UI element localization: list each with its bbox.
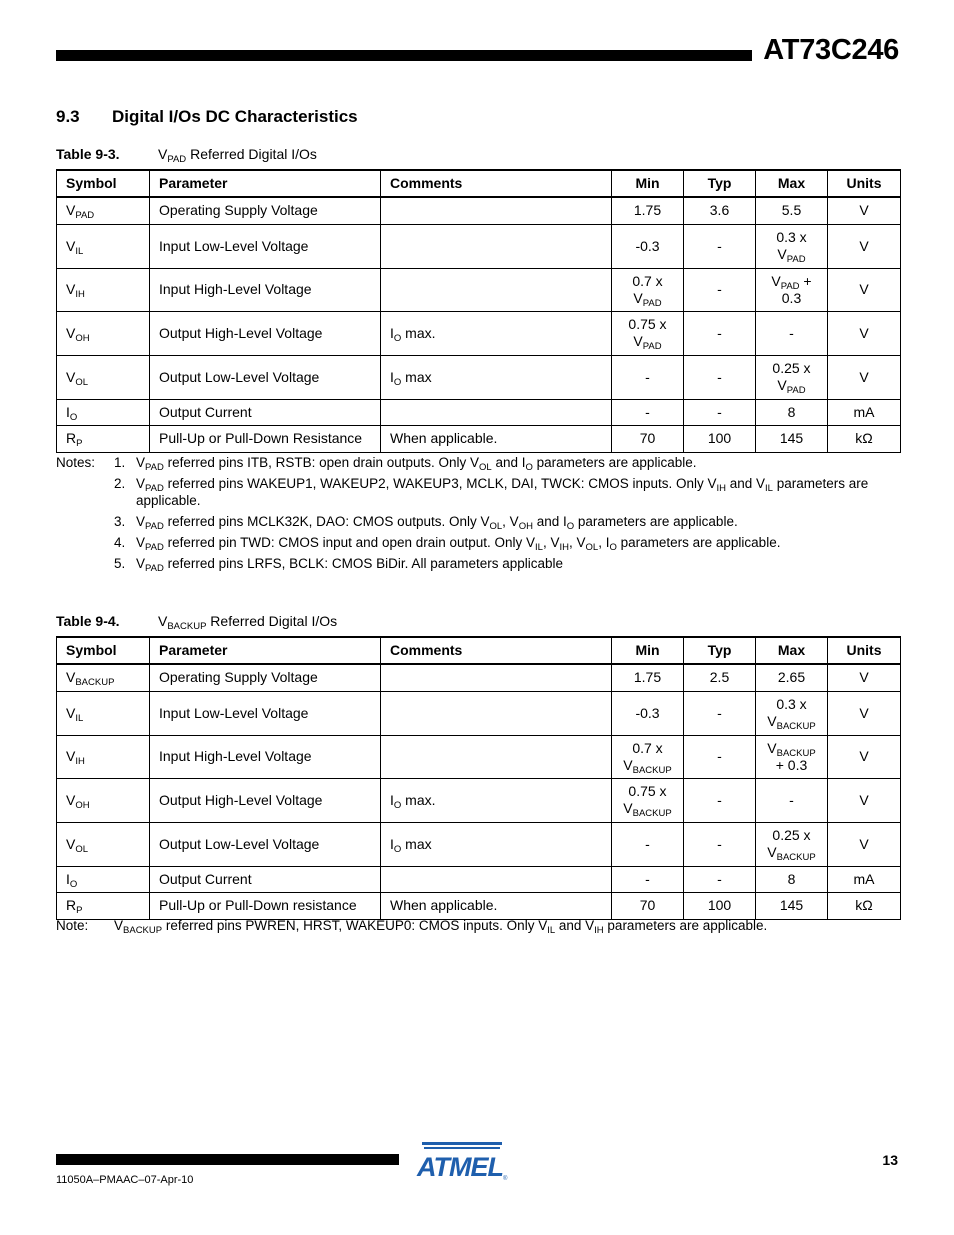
table-row	[57, 425, 901, 452]
min-cell: -	[612, 866, 684, 892]
typ-cell: 100	[684, 892, 756, 919]
units-cell: V	[828, 822, 901, 866]
symbol-cell: $R_P$	[57, 425, 150, 452]
table2-caption-rest: Referred Digital I/Os	[206, 613, 338, 629]
table-row	[57, 866, 901, 892]
symbol-cell: $V_{IH}$	[57, 735, 150, 778]
typ-cell: -	[684, 224, 756, 268]
min-cell: 70	[612, 892, 684, 919]
parameter-cell: Input Low-Level Voltage	[150, 691, 381, 735]
table1-caption-v: V	[158, 146, 168, 162]
table-row	[57, 664, 901, 691]
parameter-cell: Output High-Level Voltage	[150, 311, 381, 355]
note-1: Note: $V_{BACKUP}$ referred pins PWREN, HRST, WAKEUP0: CMOS inputs. Only $V_{IL}$ and $V_{IH}$ parameters are applicable.	[56, 918, 768, 936]
col-units: Units	[828, 170, 901, 197]
note-4: 4. $V_{PAD}$ referred pin TWD: CMOS input and open drain output. Only $V_{IL}$, $V_{IH}$, $V_{OL}$, $I_O$ parameters are applicable.	[114, 535, 781, 553]
table-row	[57, 892, 901, 919]
min-cell: 0.7 x $V_{BACKUP}$	[612, 735, 684, 778]
note-5: 5. $V_{PAD}$ referred pins LRFS, BCLK: CMOS BiDir. All parameters applicable	[114, 556, 564, 574]
typ-cell: -	[684, 355, 756, 399]
comments-cell	[381, 664, 612, 691]
logo-registered: ®	[503, 1176, 508, 1182]
table2-header-row	[57, 637, 901, 664]
max-cell: 8	[756, 399, 828, 425]
table1-caption-rest: Referred Digital I/Os	[186, 146, 317, 162]
table2	[56, 636, 901, 920]
max-cell: -	[756, 311, 828, 355]
col-typ: Typ	[684, 637, 756, 664]
typ-cell: -	[684, 866, 756, 892]
min-cell: 70	[612, 425, 684, 452]
col-parameter: Parameter	[150, 637, 381, 664]
symbol-cell: $V_{BACKUP}$	[57, 664, 150, 691]
section-number: 9.3	[56, 107, 80, 126]
max-cell: -	[756, 778, 828, 822]
min-cell: -	[612, 822, 684, 866]
table1-label: Table 9-3.	[56, 146, 120, 162]
col-units: Units	[828, 637, 901, 664]
table-row	[57, 355, 901, 399]
parameter-cell: Operating Supply Voltage	[150, 197, 381, 224]
typ-cell: -	[684, 268, 756, 311]
units-cell: V	[828, 735, 901, 778]
min-cell: 0.75 x $V_{PAD}$	[612, 311, 684, 355]
max-cell: 0.3 x $V_{PAD}$	[756, 224, 828, 268]
table1	[56, 169, 901, 453]
table1-header-row	[57, 170, 901, 197]
comments-cell	[381, 268, 612, 311]
typ-cell: 3.6	[684, 197, 756, 224]
units-cell: kΩ	[828, 892, 901, 919]
table2-caption-v: V	[158, 613, 168, 629]
comments-cell	[381, 224, 612, 268]
table-row	[57, 691, 901, 735]
typ-cell: -	[684, 311, 756, 355]
notes-label: Notes:	[56, 455, 96, 470]
comments-cell: When applicable.	[381, 425, 612, 452]
comments-cell	[381, 197, 612, 224]
units-cell: V	[828, 664, 901, 691]
min-cell: 0.75 x $V_{BACKUP}$	[612, 778, 684, 822]
min-cell: 1.75	[612, 664, 684, 691]
section-title: Digital I/Os DC Characteristics	[112, 107, 358, 126]
page-number: 13	[882, 1152, 898, 1168]
units-cell: mA	[828, 866, 901, 892]
comments-cell: $I_O$ max.	[381, 311, 612, 355]
parameter-cell: Pull-Up or Pull-Down resistance	[150, 892, 381, 919]
table-row	[57, 311, 901, 355]
section-heading	[56, 107, 358, 127]
symbol-cell: $V_{OL}$	[57, 822, 150, 866]
col-min: Min	[612, 637, 684, 664]
symbol-cell: $V_{IL}$	[57, 224, 150, 268]
min-cell: -0.3	[612, 224, 684, 268]
symbol-cell: $V_{PAD}$	[57, 197, 150, 224]
max-cell: 145	[756, 892, 828, 919]
table2-caption-sub: BACKUP	[167, 621, 207, 632]
comments-cell: $I_O$ max.	[381, 778, 612, 822]
table2-caption	[56, 613, 338, 632]
col-max: Max	[756, 170, 828, 197]
table1-notes	[56, 454, 900, 576]
typ-cell: 2.5	[684, 664, 756, 691]
parameter-cell: Input High-Level Voltage	[150, 268, 381, 311]
units-cell: V	[828, 224, 901, 268]
symbol-cell: $V_{IL}$	[57, 691, 150, 735]
parameter-cell: Output High-Level Voltage	[150, 778, 381, 822]
table-row	[57, 822, 901, 866]
max-cell: 0.25 x $V_{PAD}$	[756, 355, 828, 399]
comments-cell	[381, 735, 612, 778]
max-cell: 8	[756, 866, 828, 892]
min-cell: 1.75	[612, 197, 684, 224]
table2-label: Table 9-4.	[56, 613, 120, 629]
max-cell: 0.3 x $V_{BACKUP}$	[756, 691, 828, 735]
max-cell: $V_{BACKUP}$ + 0.3	[756, 735, 828, 778]
col-comments: Comments	[381, 637, 612, 664]
max-cell: 2.65	[756, 664, 828, 691]
logo-text: ATMEL	[417, 1152, 503, 1182]
comments-cell: When applicable.	[381, 892, 612, 919]
parameter-cell: Input Low-Level Voltage	[150, 224, 381, 268]
parameter-cell: Input High-Level Voltage	[150, 735, 381, 778]
max-cell: 5.5	[756, 197, 828, 224]
col-symbol: Symbol	[57, 637, 150, 664]
table-row	[57, 268, 901, 311]
note-1: Notes: 1. $V_{PAD}$ referred pins ITB, RSTB: open drain outputs. Only $V_{OL}$ and $I_O$ parameters are applicable.	[56, 455, 697, 473]
logo-stripe	[424, 1147, 500, 1149]
table1-caption-sub: PAD	[167, 154, 187, 165]
col-symbol: Symbol	[57, 170, 150, 197]
comments-cell	[381, 399, 612, 425]
note-2: 2. $V_{PAD}$ referred pins WAKEUP1, WAKEUP2, WAKEUP3, MCLK, DAI, TWCK: CMOS inputs. Only $V_{IH}$ and $V_{IL}$ parameters are applicable.	[114, 476, 869, 508]
max-cell: 145	[756, 425, 828, 452]
parameter-cell: Output Low-Level Voltage	[150, 355, 381, 399]
comments-cell: $I_O$ max	[381, 822, 612, 866]
units-cell: kΩ	[828, 425, 901, 452]
table-row	[57, 224, 901, 268]
table1-caption	[56, 146, 317, 165]
parameter-cell: Pull-Up or Pull-Down Resistance	[150, 425, 381, 452]
symbol-cell: $I_O$	[57, 866, 150, 892]
symbol-cell: $I_O$	[57, 399, 150, 425]
parameter-cell: Output Current	[150, 399, 381, 425]
typ-cell: -	[684, 735, 756, 778]
typ-cell: 100	[684, 425, 756, 452]
document-title: AT73C246	[763, 34, 899, 66]
units-cell: V	[828, 268, 901, 311]
parameter-cell: Operating Supply Voltage	[150, 664, 381, 691]
symbol-cell: $V_{IH}$	[57, 268, 150, 311]
symbol-cell: $R_P$	[57, 892, 150, 919]
min-cell: -0.3	[612, 691, 684, 735]
document-number: 11050A–PMAAC–07-Apr-10	[56, 1174, 194, 1186]
note-3: 3. $V_{PAD}$ referred pins MCLK32K, DAO: CMOS outputs. Only $V_{OL}$, $V_{OH}$ and $I_O$ parameters are applicable.	[114, 514, 738, 532]
symbol-cell: $V_{OL}$	[57, 355, 150, 399]
units-cell: V	[828, 197, 901, 224]
parameter-cell: Output Low-Level Voltage	[150, 822, 381, 866]
typ-cell: -	[684, 691, 756, 735]
table-row	[57, 778, 901, 822]
typ-cell: -	[684, 778, 756, 822]
header-rule	[56, 50, 752, 61]
comments-cell	[381, 691, 612, 735]
table-row	[57, 399, 901, 425]
logo-top-bar	[422, 1142, 502, 1145]
typ-cell: -	[684, 822, 756, 866]
units-cell: V	[828, 778, 901, 822]
min-cell: 0.7 x $V_{PAD}$	[612, 268, 684, 311]
col-parameter: Parameter	[150, 170, 381, 197]
table-row	[57, 735, 901, 778]
typ-cell: -	[684, 399, 756, 425]
col-typ: Typ	[684, 170, 756, 197]
note-label: Note:	[56, 918, 89, 933]
min-cell: -	[612, 355, 684, 399]
footer-rule	[56, 1154, 399, 1165]
comments-cell	[381, 866, 612, 892]
max-cell: 0.25 x $V_{BACKUP}$	[756, 822, 828, 866]
atmel-logo	[412, 1138, 508, 1184]
comments-cell: $I_O$ max	[381, 355, 612, 399]
symbol-cell: $V_{OH}$	[57, 311, 150, 355]
min-cell: -	[612, 399, 684, 425]
col-min: Min	[612, 170, 684, 197]
units-cell: V	[828, 311, 901, 355]
table-row	[57, 197, 901, 224]
units-cell: V	[828, 691, 901, 735]
table2-note	[56, 917, 900, 938]
col-comments: Comments	[381, 170, 612, 197]
symbol-cell: $V_{OH}$	[57, 778, 150, 822]
parameter-cell: Output Current	[150, 866, 381, 892]
col-max: Max	[756, 637, 828, 664]
units-cell: V	[828, 355, 901, 399]
units-cell: mA	[828, 399, 901, 425]
max-cell: $V_{PAD} + 0.3$	[756, 268, 828, 311]
